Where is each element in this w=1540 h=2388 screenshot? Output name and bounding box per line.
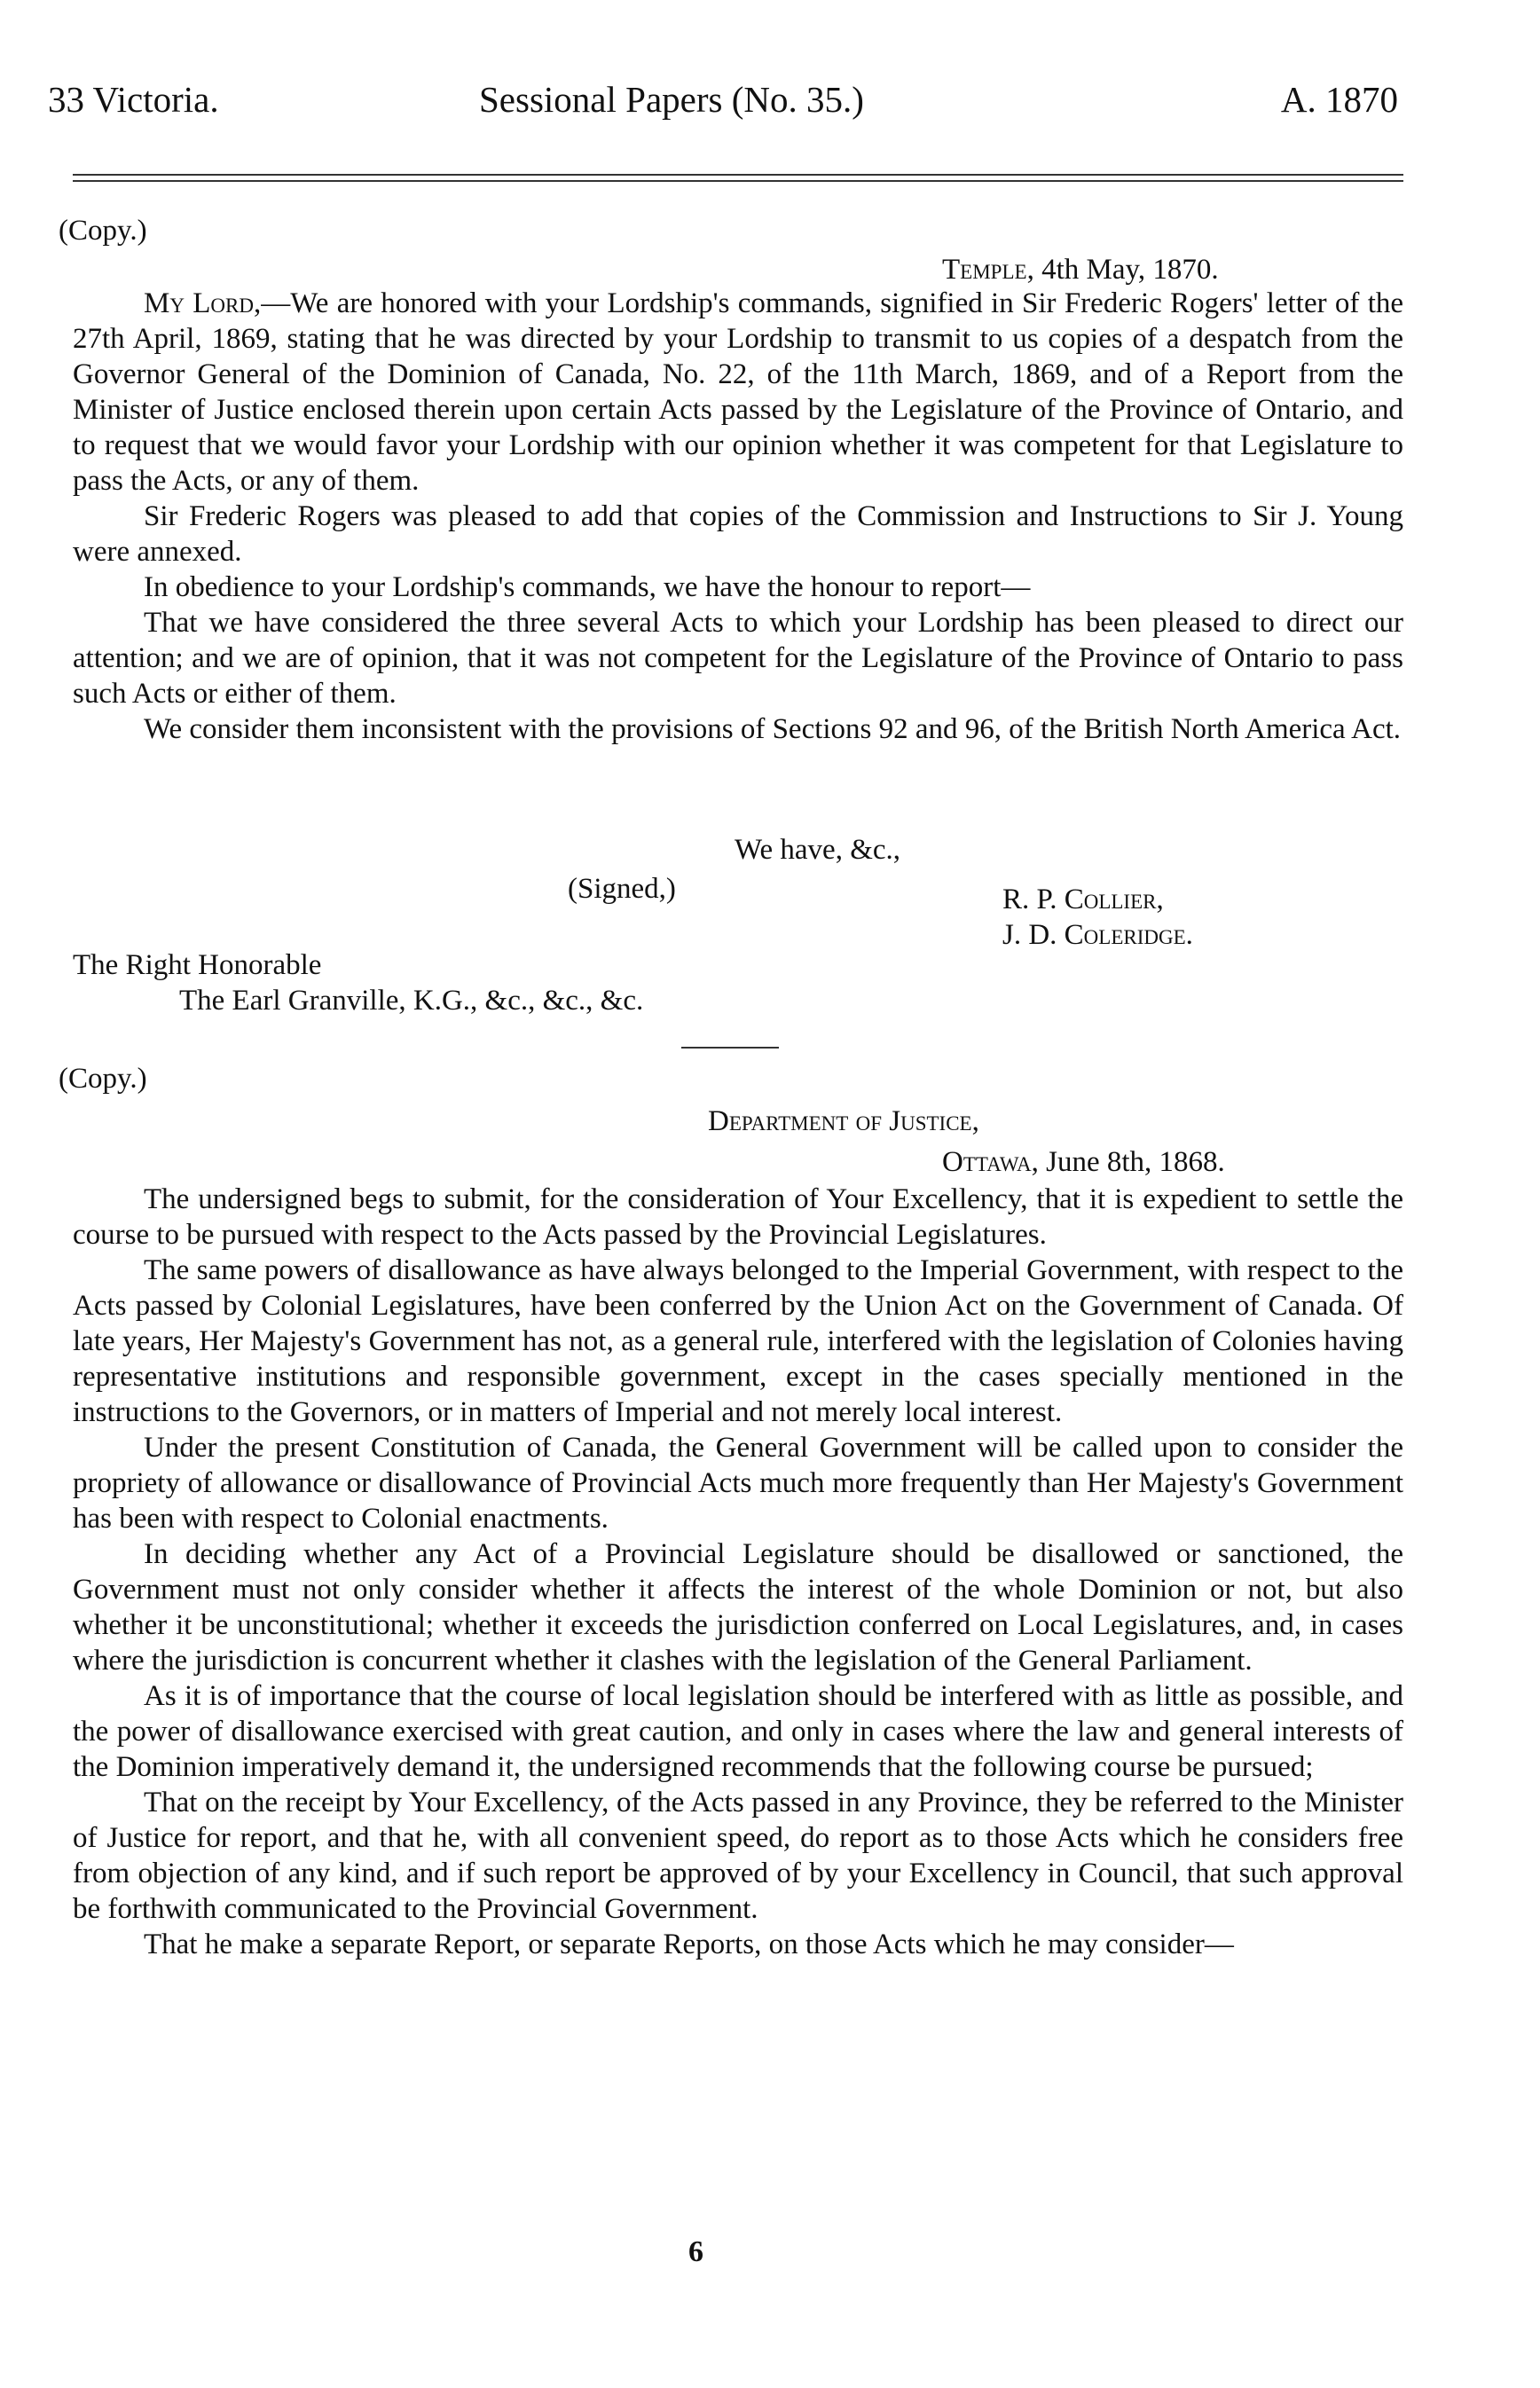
copy-label: (Copy.): [59, 215, 147, 247]
header-year: A. 1870: [1280, 79, 1398, 120]
paragraph: That on the receipt by Your Excellency, of the Acts passed in any Province, they be referred to the Minister of Justice for report, and that he, with all convenient speed, do report as to those Acts which he considers free from objection of any kind, and if such report be approved of by your Excellency in Council, that such approval be forthwith communicated to the Provincial Government.: [73, 1787, 1403, 1925]
paragraph: The undersigned begs to submit, for the consideration of Your Excellency, that it is expedient to settle the course to be pursued with respect to the Acts passed by the Provincial Legislatures.: [73, 1183, 1403, 1251]
letter-dateline: [942, 252, 1219, 287]
paragraph: In obedience to your Lordship's commands, we have the honour to report—: [144, 571, 1031, 603]
header-rule-top: [73, 174, 1403, 176]
addressee: The Right Honorable: [73, 949, 322, 981]
paragraph: Under the present Constitution of Canada, the General Government will be called upon to consider the propriety of allowance or disallowance of Provincial Acts much more frequently than Her Majesty's Government has been with respect to Colonial enactments.: [73, 1432, 1403, 1535]
paragraph: The same powers of disallowance as have always belonged to the Imperial Government, with respect to the Acts passed by Colonial Legislatures, have been conferred by the Union Act on the Government of Canada. Of late years, Her Majesty's Government has not, as a general rule, interfered with the legislation of Colonies having representative institutions and responsible government, except in the cases specially mentioned in the instructions to the Governors, or in matters of Imperial and not merely local interest.: [73, 1254, 1403, 1428]
copy-label: (Copy.): [59, 1063, 147, 1095]
paragraph: That we have considered the three several Acts to which your Lordship has been pleased to direct our attention; and we are of opinion, that it was not competent for the Legislature of the Province of Ontario to pass such Acts or either of them.: [73, 607, 1403, 710]
paragraph: We consider them inconsistent with the provisions of Sections 92 and 96, of the British North America Act.: [144, 713, 1402, 745]
letter-body: [73, 286, 1403, 747]
header-rule-bottom: [73, 180, 1403, 182]
paragraph: In deciding whether any Act of a Provincial Legislature should be disallowed or sanctioned, the Government must not only consider whether it affects the interest of the whole Dominion or not, but also whether it be unconstitutional; whether it exceeds the jurisdiction conferred on Local Legislatures, and, in cases where the jurisdiction is concurrent whether it clashes with the legislation of the General Parliament.: [73, 1538, 1403, 1677]
salutation: My Lord,: [144, 287, 262, 319]
addressee: The Earl Granville, K.G., &c., &c., &c.: [179, 985, 644, 1017]
paragraph: My Lord,—We are honored with your Lordship's commands, signified in Sir Frederic Rogers' letter of the 27th April, 1869, stating that he was directed by your Lordship to transmit to us copies of a despatch from the Governor General of the Dominion of Canada, No. 22, of the 11th March, 1869, and of a Report from the Minister of Justice enclosed therein upon certain Acts passed by the Legislature of the Province of Ontario, and to request that we would favor your Lordship with our opinion whether it was competent for that Legislature to pass the Acts, or any of them.: [73, 287, 1404, 497]
paragraph: Sir Frederic Rogers was pleased to add that copies of the Commission and Instructions to Sir J. Young were annexed.: [73, 500, 1403, 568]
dateline-place: Ottawa: [942, 1146, 1032, 1178]
department: Department of Justice,: [708, 1105, 979, 1137]
dateline-date: , June 8th, 1868.: [1031, 1146, 1225, 1178]
paragraph: That he make a separate Report, or separate Reports, on those Acts which he may consider—: [144, 1928, 1234, 1960]
dateline-date: , 4th May, 1870.: [1026, 254, 1219, 286]
signatory: R. P. Collier,: [1002, 884, 1164, 915]
letter-dateline: [942, 1144, 1225, 1180]
dateline-place: Temple: [942, 254, 1027, 286]
signed-label: (Signed,): [568, 873, 676, 905]
closing: We have, &c.,: [735, 834, 901, 866]
letter-body: [73, 1182, 1403, 1962]
section-divider: [681, 1047, 779, 1049]
signatory: J. D. Coleridge.: [1002, 919, 1193, 951]
paragraph: As it is of importance that the course of local legislation should be interfered with as little as possible, and the power of disallowance exercised with great caution, and only in cases where the law and general interests of the Dominion imperatively demand it, the undersigned recommends that the following course be pursued;: [73, 1680, 1403, 1783]
header-title: Sessional Papers (No. 35.): [479, 79, 864, 120]
page-number: 6: [688, 2235, 703, 2268]
header-session: 33 Victoria.: [48, 79, 219, 120]
